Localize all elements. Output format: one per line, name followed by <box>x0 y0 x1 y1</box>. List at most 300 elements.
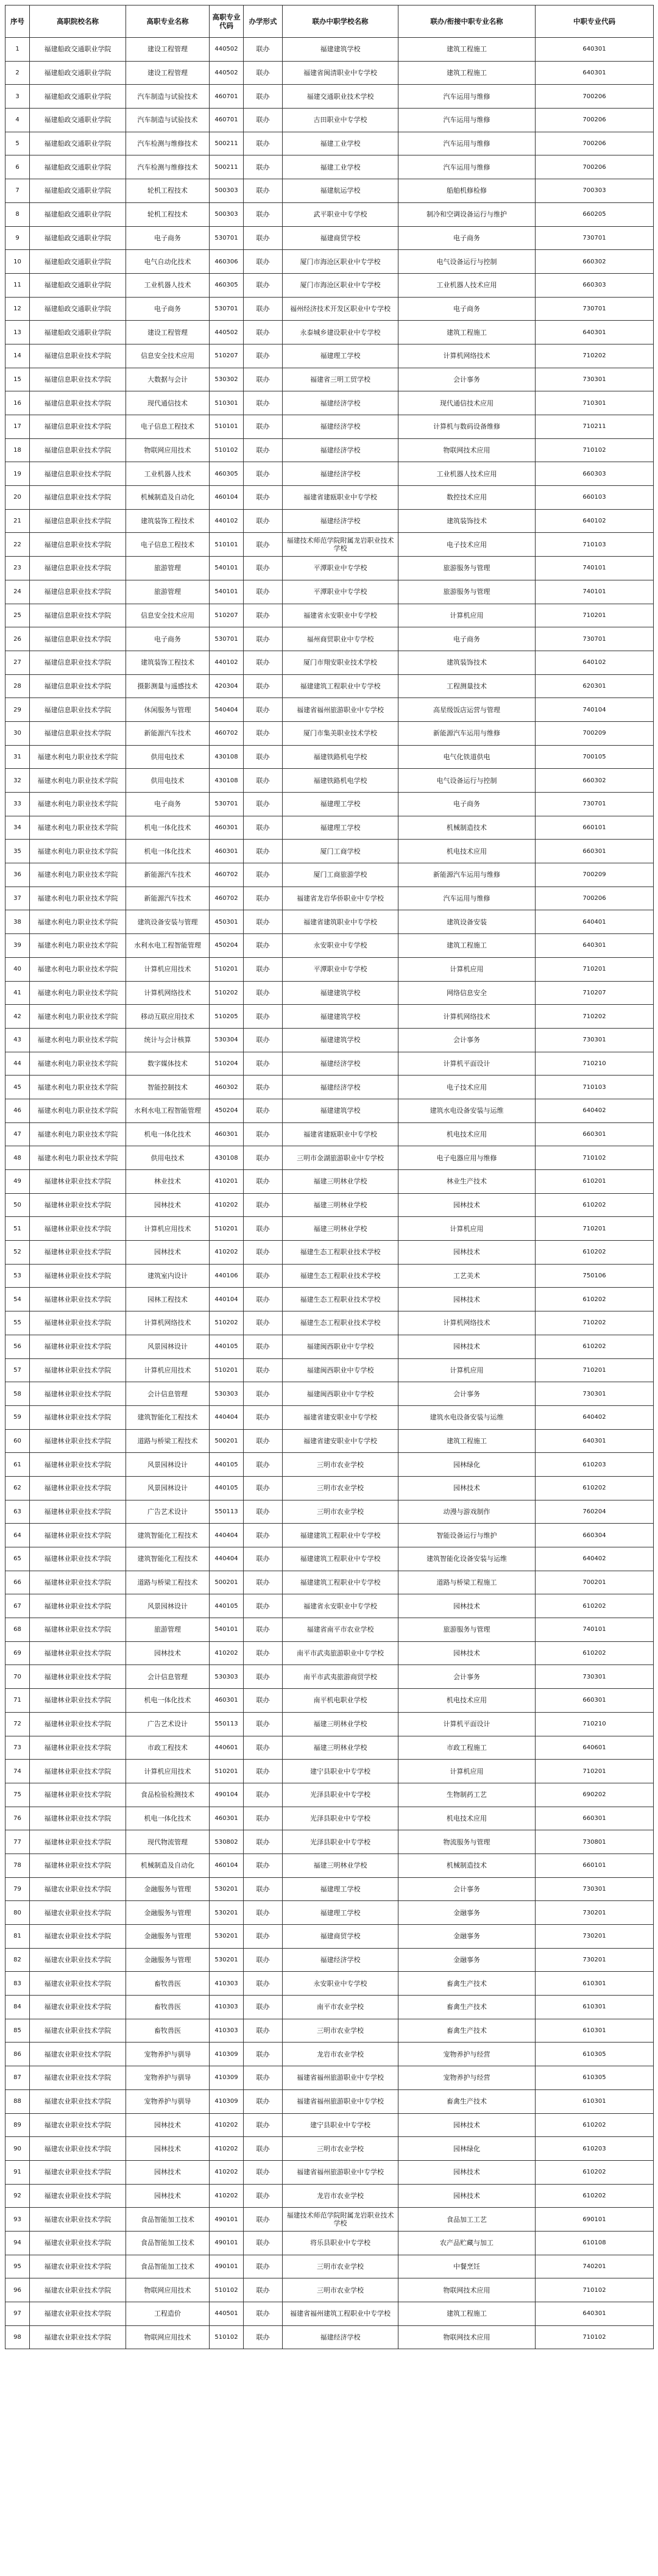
major-code: 510204 <box>210 1052 244 1076</box>
row-index: 14 <box>5 344 30 368</box>
major-name: 现代通信技术 <box>126 391 210 415</box>
partner-school: 福建铁路机电学校 <box>283 745 398 769</box>
major-code: 530701 <box>210 627 244 651</box>
secondary-major: 市政工程施工 <box>398 1736 536 1760</box>
partner-school: 福建三明林业学校 <box>283 1712 398 1736</box>
major-name: 园林技术 <box>126 2160 210 2184</box>
table-row <box>5 1807 654 1830</box>
secondary-code: 640402 <box>536 1547 654 1571</box>
secondary-major: 智能设备运行与维护 <box>398 1524 536 1547</box>
secondary-code: 710202 <box>536 344 654 368</box>
college-name: 福建林业职业技术学院 <box>30 1641 126 1665</box>
major-name: 新能源汽车技术 <box>126 863 210 887</box>
secondary-major: 计算机网络技术 <box>398 1005 536 1029</box>
college-name: 福建水利电力职业技术学院 <box>30 840 126 863</box>
row-index: 86 <box>5 2043 30 2066</box>
college-name: 福建林业职业技术学院 <box>30 1618 126 1642</box>
row-index: 70 <box>5 1665 30 1689</box>
table-row <box>5 1476 654 1500</box>
major-code: 500211 <box>210 132 244 155</box>
major-name: 工业机器人技术 <box>126 462 210 486</box>
college-name: 福建农业职业技术学院 <box>30 2184 126 2208</box>
college-name: 福建船政交通职业学院 <box>30 155 126 179</box>
major-code: 510101 <box>210 533 244 557</box>
college-name: 福建林业职业技术学院 <box>30 1217 126 1241</box>
college-name: 福建农业职业技术学院 <box>30 1901 126 1925</box>
secondary-code: 610202 <box>536 2184 654 2208</box>
secondary-code: 610301 <box>536 2089 654 2113</box>
major-name: 机械制造及自动化 <box>126 486 210 510</box>
major-code: 530303 <box>210 1382 244 1406</box>
row-index: 55 <box>5 1311 30 1335</box>
secondary-major: 道路与桥梁工程施工 <box>398 1571 536 1594</box>
college-name: 福建林业职业技术学院 <box>30 1547 126 1571</box>
secondary-code: 610202 <box>536 1476 654 1500</box>
major-code: 440105 <box>210 1453 244 1477</box>
secondary-major: 计算机平面设计 <box>398 1052 536 1076</box>
mode: 联办 <box>244 321 283 344</box>
secondary-major: 会计事务 <box>398 1877 536 1901</box>
secondary-major: 建筑智能化设备安装与运维 <box>398 1547 536 1571</box>
college-name: 福建信息职业技术学院 <box>30 627 126 651</box>
table-row <box>5 38 654 62</box>
row-index: 59 <box>5 1405 30 1429</box>
secondary-code: 700206 <box>536 85 654 109</box>
partner-school: 福建省建筑职业中专学校 <box>283 910 398 934</box>
major-code: 440404 <box>210 1547 244 1571</box>
secondary-code: 730701 <box>536 297 654 321</box>
mode: 联办 <box>244 2113 283 2137</box>
partner-school: 福州商贸职业中专学校 <box>283 627 398 651</box>
table-row <box>5 1311 654 1335</box>
table-row <box>5 1052 654 1076</box>
major-name: 食品智能加工技术 <box>126 2231 210 2255</box>
mode: 联办 <box>244 1783 283 1807</box>
partner-school: 福建交通职业技术学校 <box>283 85 398 109</box>
college-name: 福建农业职业技术学院 <box>30 2208 126 2232</box>
mode: 联办 <box>244 557 283 580</box>
college-name: 福建水利电力职业技术学院 <box>30 934 126 958</box>
secondary-code: 700201 <box>536 1571 654 1594</box>
mode: 联办 <box>244 1524 283 1547</box>
table-row <box>5 1500 654 1524</box>
table-row <box>5 226 654 250</box>
college-name: 福建林业职业技术学院 <box>30 1476 126 1500</box>
major-name: 建设工程管理 <box>126 61 210 85</box>
secondary-code: 610201 <box>536 1170 654 1194</box>
major-code: 440502 <box>210 61 244 85</box>
mode: 联办 <box>244 2184 283 2208</box>
table-row <box>5 85 654 109</box>
mode: 联办 <box>244 1358 283 1382</box>
major-name: 金融服务与管理 <box>126 1901 210 1925</box>
secondary-code: 660103 <box>536 486 654 510</box>
major-name: 电子信息工程技术 <box>126 533 210 557</box>
secondary-code: 700303 <box>536 179 654 203</box>
mode: 联办 <box>244 509 283 533</box>
row-index: 96 <box>5 2278 30 2302</box>
secondary-code: 750106 <box>536 1264 654 1288</box>
table-row <box>5 981 654 1005</box>
secondary-major: 建筑装饰技术 <box>398 509 536 533</box>
table-row <box>5 1122 654 1146</box>
table-row <box>5 1972 654 1996</box>
partner-school: 福建建筑学校 <box>283 981 398 1005</box>
major-name: 金融服务与管理 <box>126 1925 210 1949</box>
college-name: 福建林业职业技术学院 <box>30 1193 126 1217</box>
major-name: 建筑设备安装与管理 <box>126 910 210 934</box>
mode: 联办 <box>244 1594 283 1618</box>
mode: 联办 <box>244 179 283 203</box>
secondary-code: 640301 <box>536 321 654 344</box>
college-name: 福建水利电力职业技术学院 <box>30 981 126 1005</box>
partner-school: 福建省福州旅游职业中专学校 <box>283 2160 398 2184</box>
secondary-major: 船舶机修检修 <box>398 179 536 203</box>
table-row <box>5 1076 654 1099</box>
row-index: 21 <box>5 509 30 533</box>
college-name: 福建林业职业技术学院 <box>30 1736 126 1760</box>
major-name: 金融服务与管理 <box>126 1948 210 1972</box>
major-name: 风景园林设计 <box>126 1335 210 1358</box>
major-name: 园林技术 <box>126 1241 210 1265</box>
secondary-code: 640601 <box>536 1736 654 1760</box>
secondary-code: 660304 <box>536 1524 654 1547</box>
major-name: 计算机应用技术 <box>126 1760 210 1783</box>
row-index: 36 <box>5 863 30 887</box>
secondary-major: 工业机器人技术应用 <box>398 273 536 297</box>
mode: 联办 <box>244 38 283 62</box>
secondary-major: 园林技术 <box>398 2184 536 2208</box>
secondary-code: 610108 <box>536 2231 654 2255</box>
mode: 联办 <box>244 2043 283 2066</box>
major-name: 食品检验检测技术 <box>126 1783 210 1807</box>
row-index: 41 <box>5 981 30 1005</box>
major-code: 430108 <box>210 769 244 793</box>
college-name: 福建林业职业技术学院 <box>30 1288 126 1311</box>
mode: 联办 <box>244 2160 283 2184</box>
major-code: 550113 <box>210 1712 244 1736</box>
secondary-code: 610301 <box>536 1996 654 2019</box>
mode: 联办 <box>244 1382 283 1406</box>
college-name: 福建信息职业技术学院 <box>30 415 126 439</box>
secondary-major: 物联网技术应用 <box>398 2325 536 2349</box>
secondary-code: 740101 <box>536 1618 654 1642</box>
major-code: 460305 <box>210 273 244 297</box>
major-code: 510301 <box>210 391 244 415</box>
major-name: 供用电技术 <box>126 769 210 793</box>
major-code: 530701 <box>210 793 244 816</box>
mode: 联办 <box>244 1146 283 1170</box>
secondary-major: 建筑水电设备安装与运维 <box>398 1099 536 1122</box>
major-code: 540101 <box>210 580 244 604</box>
secondary-major: 林业生产技术 <box>398 1170 536 1194</box>
row-index: 4 <box>5 109 30 132</box>
table-row <box>5 1453 654 1477</box>
partner-school: 光泽县职业中专学校 <box>283 1783 398 1807</box>
secondary-code: 610305 <box>536 2043 654 2066</box>
partner-school: 福建三明林业学校 <box>283 1217 398 1241</box>
secondary-code: 610202 <box>536 1594 654 1618</box>
mode: 联办 <box>244 1830 283 1854</box>
secondary-code: 730301 <box>536 1665 654 1689</box>
major-code: 510202 <box>210 1311 244 1335</box>
secondary-code: 700206 <box>536 155 654 179</box>
table-row <box>5 557 654 580</box>
secondary-major: 园林技术 <box>398 1335 536 1358</box>
college-name: 福建农业职业技术学院 <box>30 2137 126 2161</box>
major-name: 汽车制造与试验技术 <box>126 109 210 132</box>
partner-school: 三明市农业学校 <box>283 2137 398 2161</box>
table-row <box>5 2019 654 2043</box>
major-name: 食品智能加工技术 <box>126 2208 210 2232</box>
secondary-major: 机电技术应用 <box>398 840 536 863</box>
mode: 联办 <box>244 651 283 674</box>
partner-school: 三明市金湖旅游职业中专学校 <box>283 1146 398 1170</box>
row-index: 82 <box>5 1948 30 1972</box>
mode: 联办 <box>244 745 283 769</box>
college-name: 福建农业职业技术学院 <box>30 2231 126 2255</box>
partner-school: 三明市农业学校 <box>283 1453 398 1477</box>
secondary-major: 旅游服务与管理 <box>398 557 536 580</box>
row-index: 9 <box>5 226 30 250</box>
secondary-code: 640301 <box>536 2302 654 2326</box>
partner-school: 光泽县职业中专学校 <box>283 1830 398 1854</box>
college-name: 福建林业职业技术学院 <box>30 1665 126 1689</box>
table-row <box>5 1429 654 1453</box>
header-major-code: 高职专业代码 <box>210 5 244 38</box>
partner-school: 福建三明林业学校 <box>283 1736 398 1760</box>
partner-school: 龙岩市农业学校 <box>283 2043 398 2066</box>
major-code: 510101 <box>210 415 244 439</box>
secondary-major: 园林绿化 <box>398 1453 536 1477</box>
row-index: 17 <box>5 415 30 439</box>
partner-school: 福建省建瓯职业中专学校 <box>283 1122 398 1146</box>
college-name: 福建农业职业技术学院 <box>30 1972 126 1996</box>
major-code: 410303 <box>210 1996 244 2019</box>
table-row <box>5 1571 654 1594</box>
row-index: 11 <box>5 273 30 297</box>
major-code: 440105 <box>210 1335 244 1358</box>
row-index: 81 <box>5 1925 30 1949</box>
mode: 联办 <box>244 840 283 863</box>
secondary-code: 610203 <box>536 1453 654 1477</box>
secondary-code: 610305 <box>536 2066 654 2090</box>
secondary-major: 电子商务 <box>398 297 536 321</box>
college-name: 福建农业职业技术学院 <box>30 1925 126 1949</box>
row-index: 34 <box>5 816 30 840</box>
college-name: 福建林业职业技术学院 <box>30 1760 126 1783</box>
secondary-code: 730201 <box>536 1925 654 1949</box>
college-name: 福建林业职业技术学院 <box>30 1807 126 1830</box>
secondary-major: 金融事务 <box>398 1925 536 1949</box>
major-name: 道路与桥梁工程技术 <box>126 1571 210 1594</box>
secondary-code: 640402 <box>536 1405 654 1429</box>
header-partner-school: 联办中职学校名称 <box>283 5 398 38</box>
secondary-major: 计算机与数码设备维修 <box>398 415 536 439</box>
major-code: 500201 <box>210 1429 244 1453</box>
mode: 联办 <box>244 793 283 816</box>
secondary-major: 电子技术应用 <box>398 1076 536 1099</box>
college-name: 福建水利电力职业技术学院 <box>30 793 126 816</box>
row-index: 88 <box>5 2089 30 2113</box>
major-name: 移动互联应用技术 <box>126 1005 210 1029</box>
college-name: 福建船政交通职业学院 <box>30 61 126 85</box>
major-code: 410202 <box>210 1641 244 1665</box>
partner-school: 南平市农业学校 <box>283 1996 398 2019</box>
secondary-code: 640402 <box>536 1099 654 1122</box>
row-index: 15 <box>5 368 30 391</box>
row-index: 77 <box>5 1830 30 1854</box>
secondary-code: 730701 <box>536 793 654 816</box>
mode: 联办 <box>244 2231 283 2255</box>
row-index: 66 <box>5 1571 30 1594</box>
secondary-code: 640301 <box>536 1429 654 1453</box>
secondary-code: 710210 <box>536 1052 654 1076</box>
mode: 联办 <box>244 415 283 439</box>
major-name: 园林技术 <box>126 1193 210 1217</box>
major-name: 电子商务 <box>126 627 210 651</box>
major-name: 电子商务 <box>126 226 210 250</box>
table-header-row <box>5 5 654 38</box>
row-index: 46 <box>5 1099 30 1122</box>
row-index: 38 <box>5 910 30 934</box>
major-name: 新能源汽车技术 <box>126 721 210 745</box>
college-name: 福建水利电力职业技术学院 <box>30 1146 126 1170</box>
secondary-major: 电子商务 <box>398 793 536 816</box>
partner-school: 福建理工学校 <box>283 793 398 816</box>
table-row <box>5 2066 654 2090</box>
major-code: 410202 <box>210 1193 244 1217</box>
table-row <box>5 2208 654 2232</box>
table-row <box>5 61 654 85</box>
secondary-major: 园林技术 <box>398 1641 536 1665</box>
table-row <box>5 840 654 863</box>
table-row <box>5 1830 654 1854</box>
secondary-code: 740201 <box>536 2255 654 2278</box>
table-row <box>5 1358 654 1382</box>
table-row <box>5 721 654 745</box>
major-name: 宠物养护与驯导 <box>126 2089 210 2113</box>
mode: 联办 <box>244 627 283 651</box>
secondary-major: 计算机应用 <box>398 957 536 981</box>
college-name: 福建船政交通职业学院 <box>30 250 126 274</box>
partner-school: 福建建筑学校 <box>283 1005 398 1029</box>
secondary-code: 660101 <box>536 816 654 840</box>
major-code: 510207 <box>210 604 244 627</box>
major-name: 园林技术 <box>126 2184 210 2208</box>
college-name: 福建水利电力职业技术学院 <box>30 816 126 840</box>
partner-school: 福建建筑工程职业中专学校 <box>283 1547 398 1571</box>
row-index: 6 <box>5 155 30 179</box>
table-row <box>5 250 654 274</box>
secondary-code: 660302 <box>536 250 654 274</box>
mode: 联办 <box>244 202 283 226</box>
partner-school: 福建建筑学校 <box>283 38 398 62</box>
header-college-name: 高职院校名称 <box>30 5 126 38</box>
row-index: 90 <box>5 2137 30 2161</box>
secondary-major: 电子技术应用 <box>398 533 536 557</box>
secondary-code: 710103 <box>536 1076 654 1099</box>
major-name: 机电一体化技术 <box>126 1122 210 1146</box>
row-index: 69 <box>5 1641 30 1665</box>
partner-school: 福建三明林业学校 <box>283 1170 398 1194</box>
college-name: 福建船政交通职业学院 <box>30 273 126 297</box>
partner-school: 福建省福州旅游职业中专学校 <box>283 698 398 722</box>
college-name: 福建信息职业技术学院 <box>30 698 126 722</box>
table-row <box>5 816 654 840</box>
major-code: 490101 <box>210 2231 244 2255</box>
mode: 联办 <box>244 1405 283 1429</box>
row-index: 94 <box>5 2231 30 2255</box>
major-code: 460702 <box>210 887 244 910</box>
college-name: 福建林业职业技术学院 <box>30 1358 126 1382</box>
major-name: 园林技术 <box>126 1641 210 1665</box>
major-name: 供用电技术 <box>126 1146 210 1170</box>
mode: 联办 <box>244 391 283 415</box>
row-index: 50 <box>5 1193 30 1217</box>
major-name: 供用电技术 <box>126 745 210 769</box>
partner-school: 永安职业中专学校 <box>283 934 398 958</box>
secondary-code: 730301 <box>536 368 654 391</box>
table-row <box>5 1712 654 1736</box>
secondary-code: 710202 <box>536 1311 654 1335</box>
table-row <box>5 179 654 203</box>
college-name: 福建水利电力职业技术学院 <box>30 745 126 769</box>
secondary-major: 汽车运用与维修 <box>398 155 536 179</box>
secondary-code: 640301 <box>536 38 654 62</box>
table-row <box>5 1618 654 1642</box>
secondary-code: 710301 <box>536 391 654 415</box>
row-index: 13 <box>5 321 30 344</box>
header-mode: 办学形式 <box>244 5 283 38</box>
secondary-major: 园林技术 <box>398 1241 536 1265</box>
secondary-major: 机械制造技术 <box>398 1854 536 1877</box>
table-row <box>5 2113 654 2137</box>
secondary-major: 园林技术 <box>398 2160 536 2184</box>
secondary-major: 会计事务 <box>398 368 536 391</box>
major-code: 510201 <box>210 1760 244 1783</box>
major-code: 440404 <box>210 1405 244 1429</box>
row-index: 2 <box>5 61 30 85</box>
major-code: 460701 <box>210 109 244 132</box>
mode: 联办 <box>244 910 283 934</box>
secondary-code: 730201 <box>536 1948 654 1972</box>
secondary-major: 工程测量技术 <box>398 674 536 698</box>
table-row <box>5 793 654 816</box>
secondary-major: 计算机网络技术 <box>398 1311 536 1335</box>
mode: 联办 <box>244 1193 283 1217</box>
major-name: 会计信息管理 <box>126 1382 210 1406</box>
table-row <box>5 533 654 557</box>
college-name: 福建农业职业技术学院 <box>30 2160 126 2184</box>
secondary-major: 建筑工程施工 <box>398 934 536 958</box>
row-index: 79 <box>5 1877 30 1901</box>
table-row <box>5 1005 654 1029</box>
mode: 联办 <box>244 2208 283 2232</box>
college-name: 福建信息职业技术学院 <box>30 721 126 745</box>
secondary-code: 730201 <box>536 1901 654 1925</box>
table-row <box>5 462 654 486</box>
mode: 联办 <box>244 2089 283 2113</box>
partner-school: 福建省闽清职业中专学校 <box>283 61 398 85</box>
secondary-major: 汽车运用与维修 <box>398 132 536 155</box>
table-row <box>5 1901 654 1925</box>
major-name: 建筑室内设计 <box>126 1264 210 1288</box>
table-row <box>5 1594 654 1618</box>
major-code: 460305 <box>210 462 244 486</box>
secondary-major: 金融事务 <box>398 1901 536 1925</box>
major-code: 440102 <box>210 509 244 533</box>
